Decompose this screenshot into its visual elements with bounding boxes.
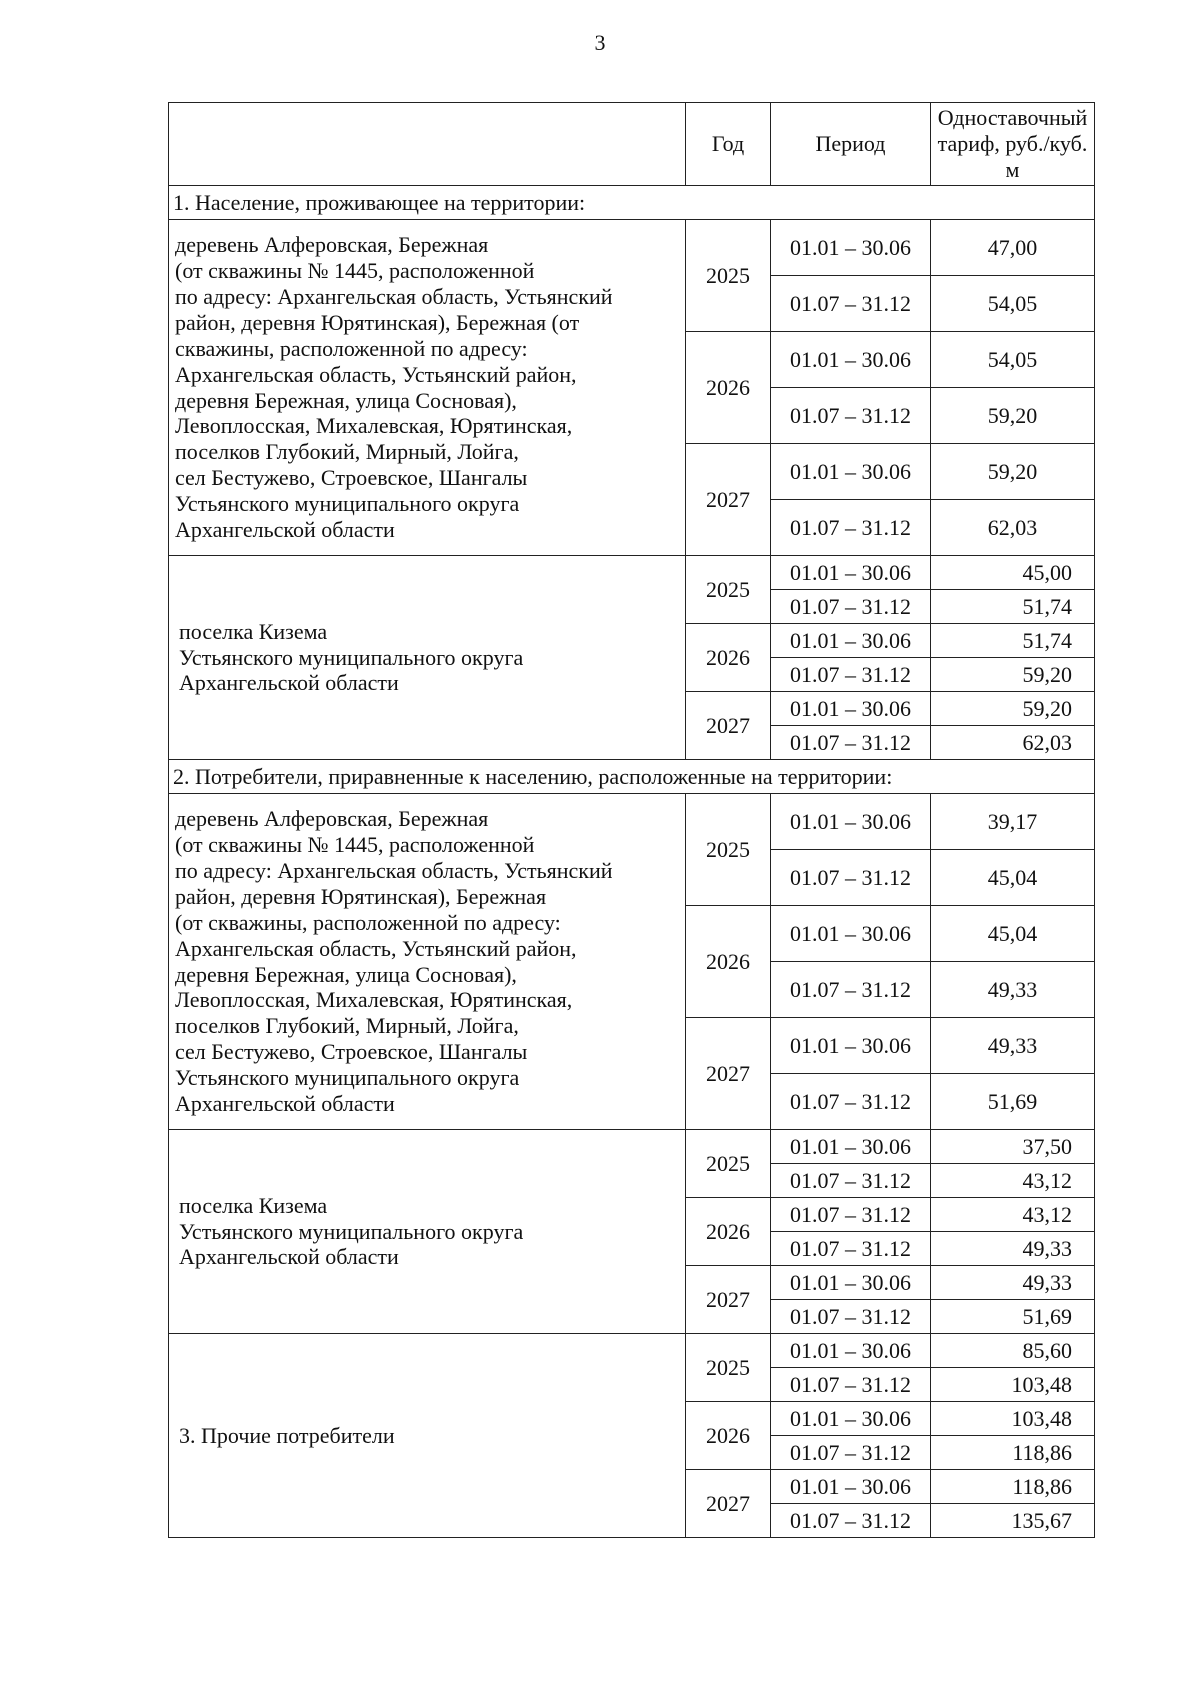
period-cell: 01.01 – 30.06 (771, 794, 931, 850)
period-cell: 01.01 – 30.06 (771, 692, 931, 726)
section-title-row (169, 186, 1095, 220)
tariff-cell: 59,20 (931, 388, 1095, 444)
header-period: Период (771, 103, 931, 186)
period-cell: 01.01 – 30.06 (771, 332, 931, 388)
tariff-cell: 118,86 (931, 1436, 1095, 1470)
year-cell: 2027 (686, 1470, 771, 1538)
header-year: Год (686, 103, 771, 186)
page-number: 3 (594, 30, 606, 55)
table-row (169, 1334, 1095, 1368)
tariff-cell: 54,05 (931, 276, 1095, 332)
tariff-cell: 135,67 (931, 1504, 1095, 1538)
year-cell: 2027 (686, 1018, 771, 1130)
period-cell: 01.07 – 31.12 (771, 1504, 931, 1538)
table-body (169, 186, 1095, 1538)
period-cell: 01.01 – 30.06 (771, 1018, 931, 1074)
consumer-description: деревень Алферовская, Бережная (от скважины № 1445, расположенной по адресу: Архангельская область, Устьянский район, деревня Юрятинская), Бережная (от скважины, расположенной по адресу: Архангельская область, Устьянский район, деревня Бережная, улица Сосновая), Левоплосская, Михалевская, Юрятинская, поселков Глубокий, Мирный, Лойга, сел Бестужево, Строевское, Шангалы Устьянского муниципального округа Архангельской области (169, 794, 686, 1130)
tariff-cell: 59,20 (931, 692, 1095, 726)
table-row (169, 794, 1095, 850)
period-cell: 01.01 – 30.06 (771, 1266, 931, 1300)
tariff-cell: 103,48 (931, 1402, 1095, 1436)
tariff-cell: 49,33 (931, 1232, 1095, 1266)
tariff-cell: 45,04 (931, 906, 1095, 962)
tariff-cell: 49,33 (931, 1266, 1095, 1300)
period-cell: 01.07 – 31.12 (771, 1074, 931, 1130)
period-cell: 01.01 – 30.06 (771, 220, 931, 276)
tariff-cell: 62,03 (931, 726, 1095, 760)
tariff-cell: 118,86 (931, 1470, 1095, 1504)
tariff-cell: 103,48 (931, 1368, 1095, 1402)
tariff-cell: 47,00 (931, 220, 1095, 276)
year-cell: 2026 (686, 1198, 771, 1266)
consumer-description: поселка Кизема Устьянского муниципального округа Архангельской области (169, 1130, 686, 1334)
period-cell: 01.07 – 31.12 (771, 1164, 931, 1198)
tariff-cell: 85,60 (931, 1334, 1095, 1368)
tariff-cell: 43,12 (931, 1198, 1095, 1232)
period-cell: 01.07 – 31.12 (771, 1300, 931, 1334)
section-title: 1. Население, проживающее на территории: (169, 186, 1095, 220)
year-cell: 2027 (686, 1266, 771, 1334)
tariff-cell: 59,20 (931, 658, 1095, 692)
year-cell: 2025 (686, 220, 771, 332)
period-cell: 01.01 – 30.06 (771, 444, 931, 500)
tariff-cell: 37,50 (931, 1130, 1095, 1164)
period-cell: 01.07 – 31.12 (771, 850, 931, 906)
section-title-row (169, 760, 1095, 794)
period-cell: 01.07 – 31.12 (771, 388, 931, 444)
year-cell: 2027 (686, 444, 771, 556)
tariff-cell: 49,33 (931, 962, 1095, 1018)
header-description (169, 103, 686, 186)
tariff-table (168, 102, 1095, 1538)
period-cell: 01.07 – 31.12 (771, 1436, 931, 1470)
tariff-cell: 51,74 (931, 624, 1095, 658)
year-cell: 2026 (686, 906, 771, 1018)
period-cell: 01.01 – 30.06 (771, 624, 931, 658)
year-cell: 2025 (686, 1334, 771, 1402)
tariff-cell: 45,00 (931, 556, 1095, 590)
header-tariff: Одноставочный тариф, руб./куб. м (931, 103, 1095, 186)
table-row (169, 1130, 1095, 1164)
consumer-description: 3. Прочие потребители (169, 1334, 686, 1538)
period-cell: 01.01 – 30.06 (771, 1470, 931, 1504)
tariff-cell: 39,17 (931, 794, 1095, 850)
consumer-description: поселка Кизема Устьянского муниципального округа Архангельской области (169, 556, 686, 760)
period-cell: 01.07 – 31.12 (771, 276, 931, 332)
period-cell: 01.07 – 31.12 (771, 590, 931, 624)
table-header-row (169, 103, 1095, 186)
period-cell: 01.07 – 31.12 (771, 500, 931, 556)
tariff-cell: 54,05 (931, 332, 1095, 388)
period-cell: 01.01 – 30.06 (771, 1402, 931, 1436)
tariff-cell: 51,74 (931, 590, 1095, 624)
period-cell: 01.01 – 30.06 (771, 1130, 931, 1164)
tariff-cell: 45,04 (931, 850, 1095, 906)
period-cell: 01.01 – 30.06 (771, 556, 931, 590)
tariff-cell: 59,20 (931, 444, 1095, 500)
year-cell: 2025 (686, 1130, 771, 1198)
period-cell: 01.01 – 30.06 (771, 1334, 931, 1368)
period-cell: 01.07 – 31.12 (771, 962, 931, 1018)
year-cell: 2026 (686, 624, 771, 692)
section-title: 2. Потребители, приравненные к населению, расположенные на территории: (169, 760, 1095, 794)
period-cell: 01.07 – 31.12 (771, 726, 931, 760)
period-cell: 01.01 – 30.06 (771, 906, 931, 962)
tariff-cell: 51,69 (931, 1074, 1095, 1130)
tariff-cell: 62,03 (931, 500, 1095, 556)
period-cell: 01.07 – 31.12 (771, 1232, 931, 1266)
period-cell: 01.07 – 31.12 (771, 1198, 931, 1232)
tariff-cell: 51,69 (931, 1300, 1095, 1334)
period-cell: 01.07 – 31.12 (771, 1368, 931, 1402)
table-row (169, 220, 1095, 276)
consumer-description: деревень Алферовская, Бережная (от скважины № 1445, расположенной по адресу: Архангельская область, Устьянский район, деревня Юрятинская), Бережная (от скважины, расположенной по адресу: Архангельская область, Устьянский район, деревня Бережная, улица Сосновая), Левоплосская, Михалевская, Юрятинская, поселков Глубокий, Мирный, Лойга, сел Бестужево, Строевское, Шангалы Устьянского муниципального округа Архангельской области (169, 220, 686, 556)
period-cell: 01.07 – 31.12 (771, 658, 931, 692)
tariff-cell: 43,12 (931, 1164, 1095, 1198)
year-cell: 2026 (686, 332, 771, 444)
year-cell: 2025 (686, 556, 771, 624)
year-cell: 2027 (686, 692, 771, 760)
year-cell: 2025 (686, 794, 771, 906)
tariff-cell: 49,33 (931, 1018, 1095, 1074)
table-row (169, 556, 1095, 590)
year-cell: 2026 (686, 1402, 771, 1470)
